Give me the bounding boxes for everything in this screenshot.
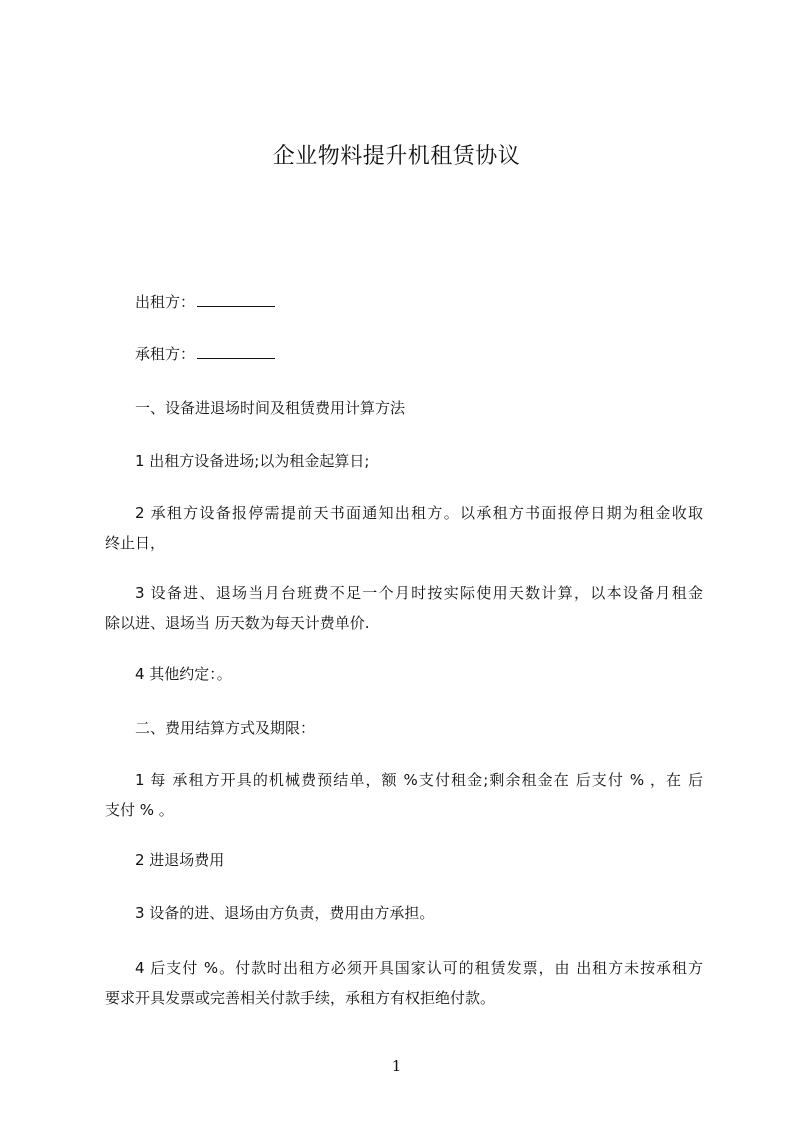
clause-1-3-line-1: [105, 578, 703, 608]
document-title: 企业物料提升机租赁协议: [272, 144, 521, 169]
lessee-blank: [197, 344, 275, 359]
clause-1-3-line-1-text: 3 设备进、退场当月台班费不足一个月时按实际使用天数计算，以本设备月租金: [135, 584, 703, 602]
clause-1-1: [105, 446, 703, 476]
lessor-label: 出租方：: [135, 293, 196, 311]
lessor-blank: [197, 292, 275, 307]
clause-1-2-line-1-text: 2 承租方设备报停需提前天书面通知出租方。以承租方书面报停日期为租金收取: [135, 504, 703, 522]
clause-2-4: [105, 953, 703, 1013]
clause-2-1-line-1-text: 1 每 承租方开具的机械费预结单，额 %支付租金;剩余租金在 后支付 % ，在 后: [135, 771, 703, 789]
clause-1-4-text: 4 其他约定：。: [135, 665, 232, 683]
lessor-line: [105, 287, 703, 317]
page-number: 1: [391, 1057, 402, 1075]
clause-2-1-line-2-text: 支付 % 。: [105, 801, 174, 819]
clause-2-3-text: 3 设备的进、退场由方负责，费用由方承担。: [135, 904, 435, 922]
lessee-label: 承租方：: [135, 345, 196, 363]
clause-1-2-line-2-text: 终止日，: [105, 534, 166, 552]
clause-2-2-text: 2 进退场费用: [135, 851, 225, 869]
section-heading-2: [105, 713, 703, 743]
lessee-line: [105, 339, 703, 369]
section-heading-1-text: 一、设备进退场时间及租赁费用计算方法: [135, 399, 406, 417]
clause-2-4-line-1-text: 4 后支付 %。付款时出租方必须开具国家认可的租赁发票，由 出租方未按承租方: [135, 959, 703, 977]
clause-1-2-line-1: [105, 498, 703, 528]
clause-1-4: [105, 659, 703, 689]
clause-1-3-line-2-text: 除以进、退场当 历天数为每天计费单价.: [105, 614, 370, 632]
clause-2-4-line-2-text: 要求开具发票或完善相关付款手续，承租方有权拒绝付款。: [105, 989, 496, 1007]
clause-2-4-line-1: [105, 953, 703, 983]
section-heading-1: [105, 393, 703, 423]
section-heading-2-text: 二、费用结算方式及期限：: [135, 719, 316, 737]
clause-2-1-line-2: [105, 795, 703, 825]
clause-2-2: [105, 845, 703, 875]
clause-1-2-line-2: [105, 528, 703, 558]
clause-1-3: [105, 578, 703, 638]
clause-2-1-line-1: [105, 765, 703, 795]
clause-1-1-text: 1 出租方设备进场;以为租金起算日;: [135, 452, 370, 470]
clause-2-1: [105, 765, 703, 825]
clause-2-3: [105, 898, 703, 928]
clause-1-3-line-2: [105, 608, 703, 638]
clause-1-2: [105, 498, 703, 558]
clause-2-4-line-2: [105, 983, 703, 1013]
